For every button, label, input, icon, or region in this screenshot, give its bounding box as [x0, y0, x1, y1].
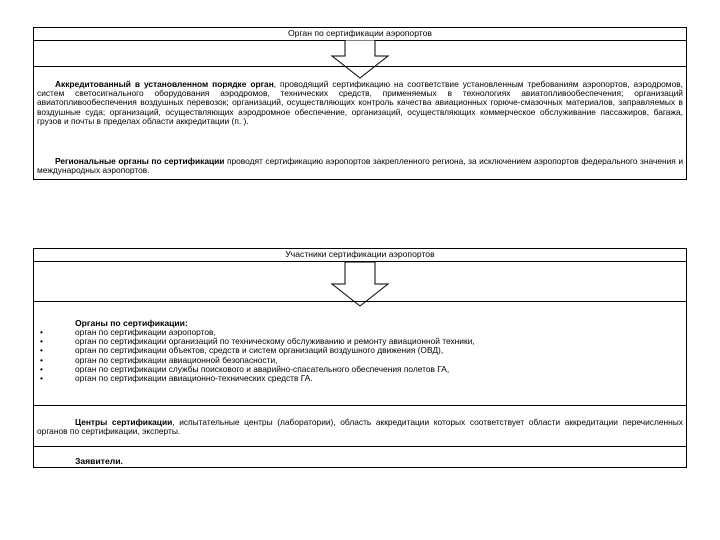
divider-line — [33, 405, 687, 406]
accredited-body-term: Аккредитованный в установленном порядке орган — [55, 79, 274, 89]
centers-paragraph — [37, 418, 683, 436]
bullet-icon: • — [40, 363, 43, 374]
participants-title: Участники сертификации аэропортов — [34, 249, 686, 262]
bullet-icon: • — [40, 327, 43, 337]
regional-bodies-paragraph — [37, 157, 683, 175]
accredited-body-paragraph — [37, 80, 683, 126]
regional-bodies-text: проводят сертификацию аэропортов закрепленного региона, за исключением аэропортов федерального значения и международных аэропортов. — [37, 156, 683, 176]
regional-bodies-term: Региональные органы по сертификации — [55, 156, 225, 166]
organs-heading: Органы по сертификации: — [75, 318, 188, 328]
divider-line-2 — [33, 446, 687, 447]
list-item: орган по сертификации авиационно-технических средств ГА. — [75, 373, 313, 384]
bullet-icon: • — [40, 373, 43, 384]
bullet-icon: • — [40, 336, 43, 347]
certification-body-title: Орган по сертификации аэропортов — [34, 28, 686, 41]
list-item: орган по сертификации объектов, средств и систем организаций воздушного движения (ОВД), — [75, 345, 444, 356]
accredited-body-text: , проводящий сертификацию на соответствие установленным требованиям аэропортов, аэродромов, систем светосигнального оборудования аэродромов, технических средств, применяемых в технологиях авиатопливообеспечения; организаций авиатопливообеспечения воздушных перевозок; организаций, осуществляющих контроль качества авиационных горюче-смазочных материалов, заправляемых в воздушные суда; организаций, осуществляющих аэродромное обеспечение, организаций, осуществляющих коммерческое обслуживание пассажиров, багажа, грузов и почты в пределах области аккредитации (п. ). — [37, 79, 683, 126]
list-item: орган по сертификации службы поискового и аварийно-спасательного обеспечения полетов ГА, — [75, 363, 450, 374]
organs-list — [75, 328, 475, 383]
list-item: орган по сертификации организаций по техническому обслуживанию и ремонту авиационной техники, — [75, 336, 475, 347]
bullet-icon: • — [40, 345, 43, 356]
centers-text: , испытательные центры (лаборатории), область аккредитации которых соответствует области аккредитации перечисленных органов по сертификации, эксперты. — [37, 417, 683, 437]
bullet-icon: • — [40, 354, 43, 365]
applicants-label: Заявители. — [75, 456, 123, 466]
list-item: орган по сертификации аэропортов, — [75, 327, 216, 337]
centers-term: Центры сертификации — [75, 417, 173, 427]
list-item: орган по сертификации авиационной безопасности, — [75, 354, 278, 365]
bullet-column — [40, 328, 43, 383]
